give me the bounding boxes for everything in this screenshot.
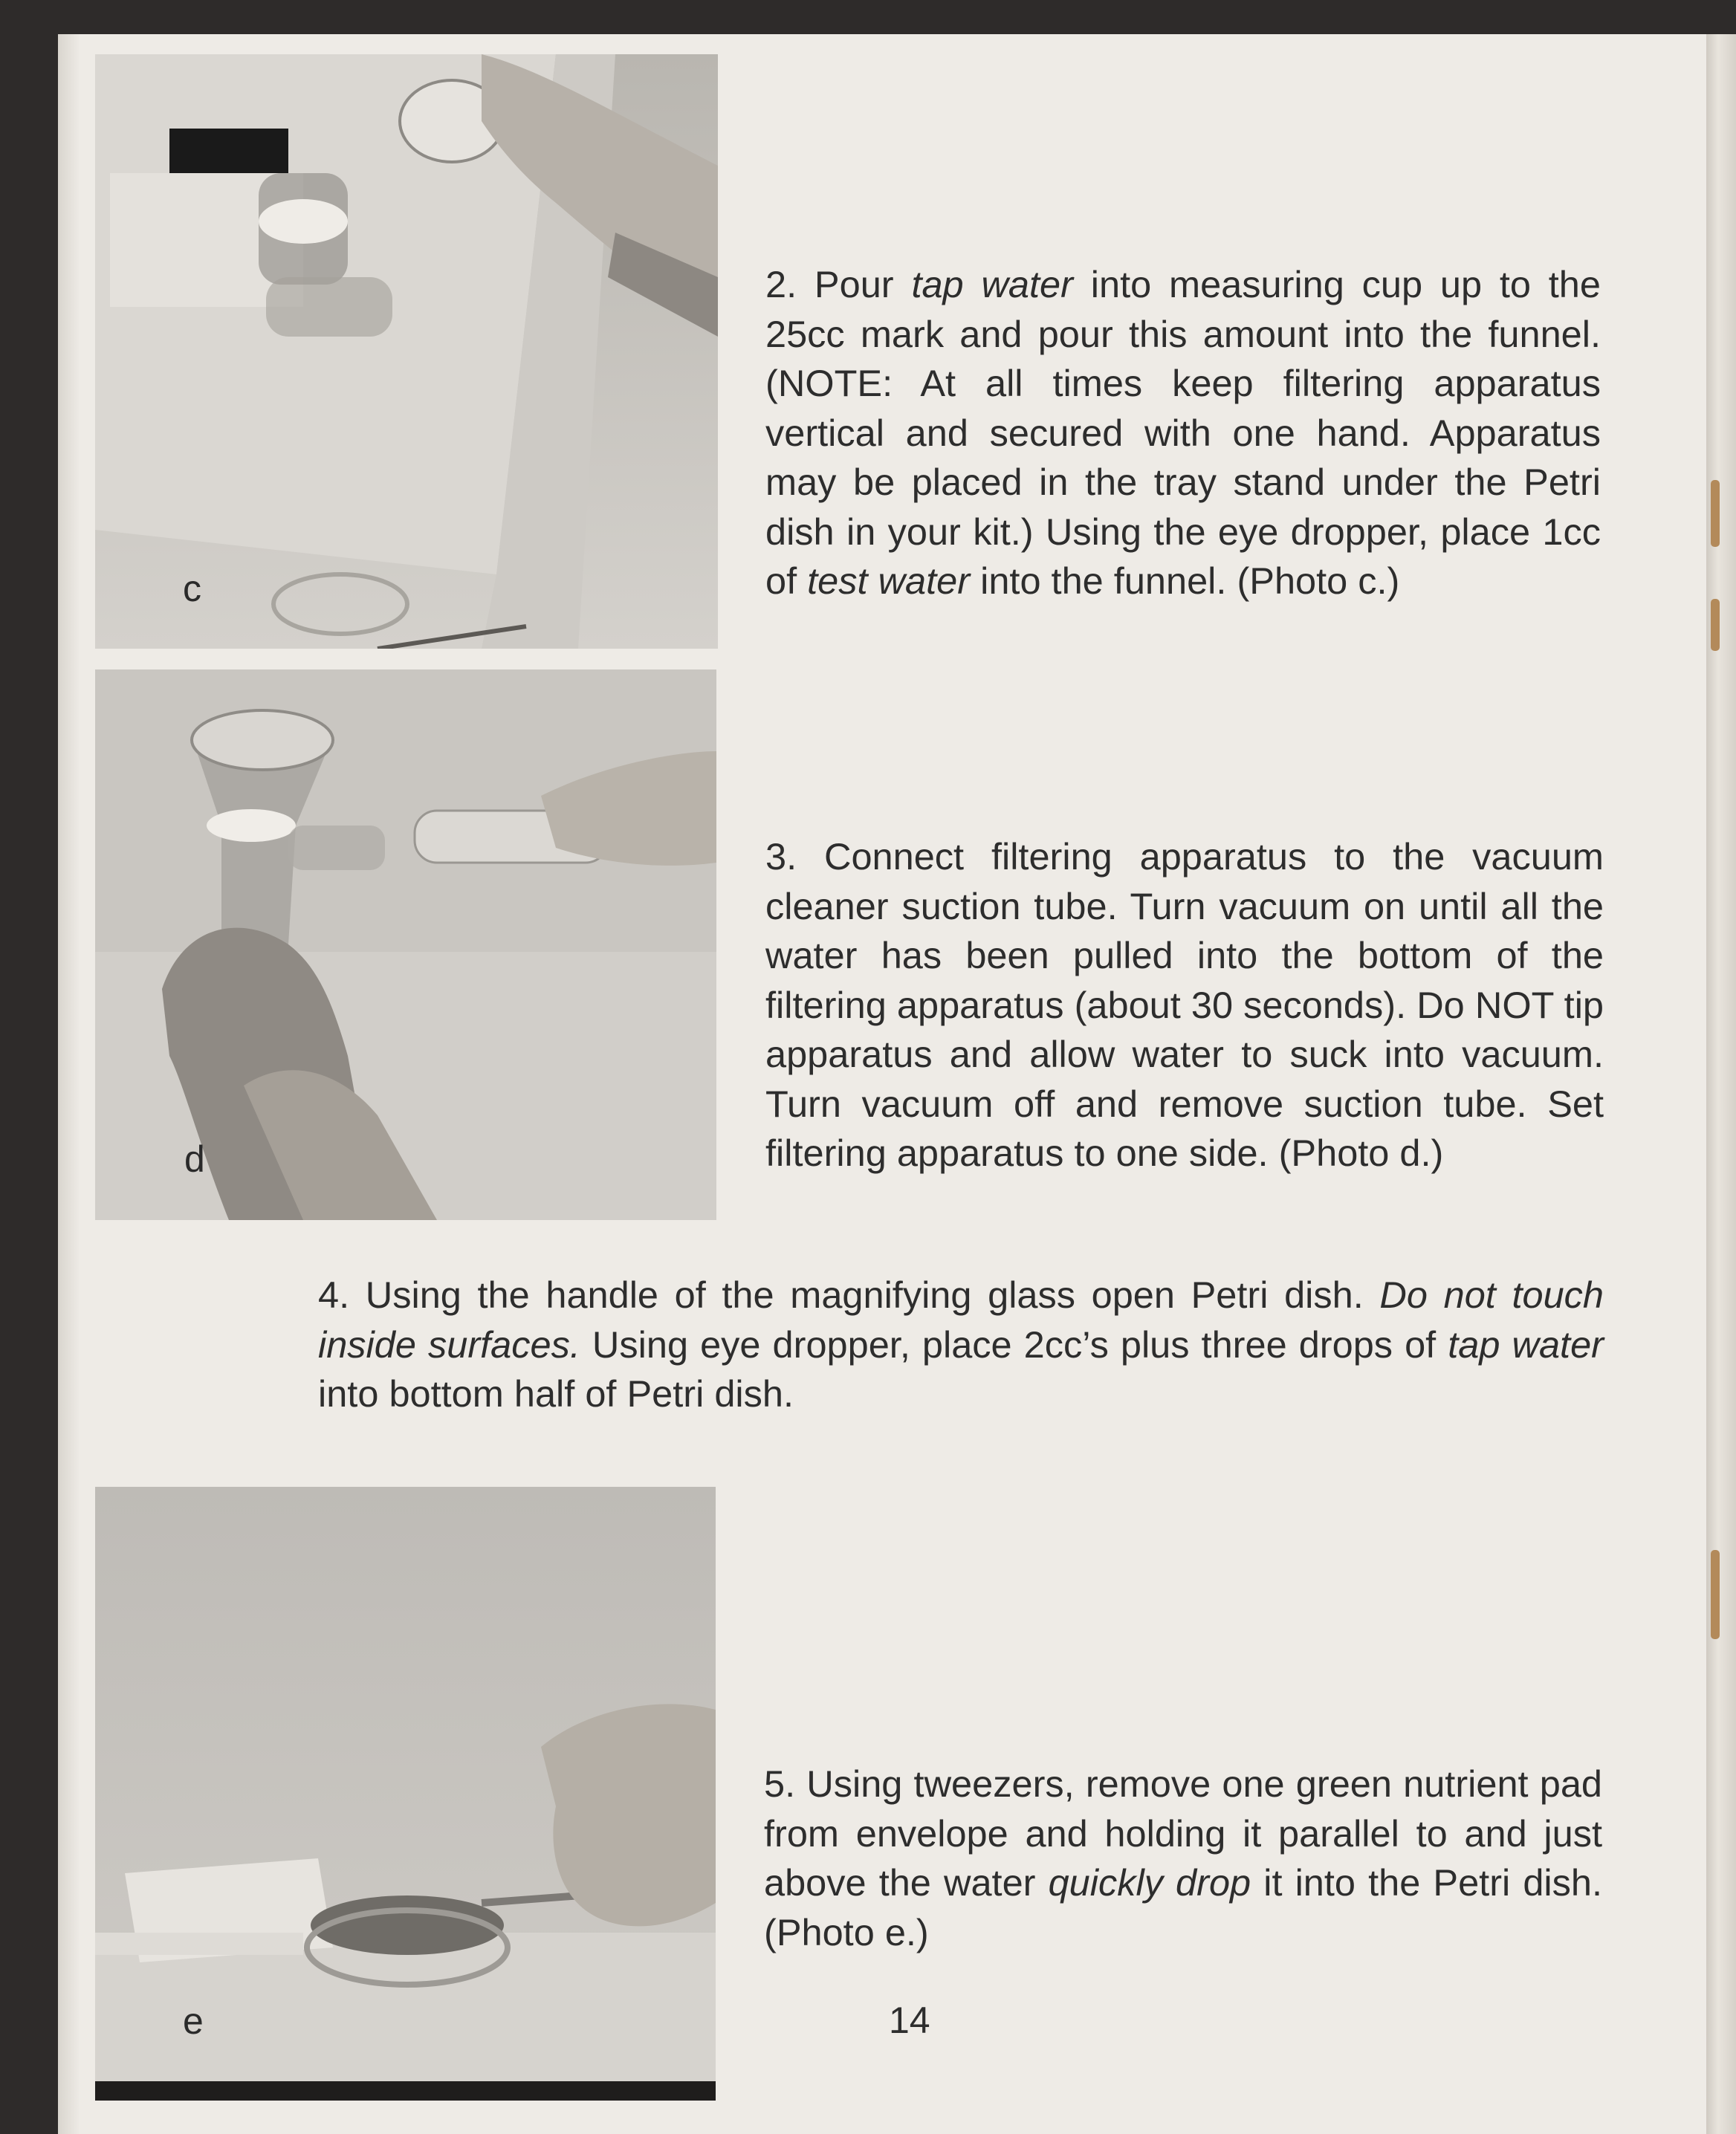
photo-e [95, 1487, 716, 2101]
text-segment: into bottom half of Petri dish. [318, 1372, 794, 1415]
binding [1706, 34, 1736, 2134]
text-segment-italic: test water [807, 560, 971, 602]
photo-label-e: e [183, 2000, 204, 2042]
text-segment: 4. Using the handle of the magnifying glass open Petri dish. [318, 1274, 1380, 1316]
photo-label-d: d [184, 1138, 205, 1180]
photo-label-c: c [183, 568, 201, 609]
step-2-text [765, 260, 1601, 606]
step-5-text [764, 1760, 1602, 1957]
page-edge [58, 34, 80, 2134]
text-segment: 2. Pour [765, 263, 912, 305]
text-segment-italic: Do not touch inside surfaces. [318, 1274, 1604, 1366]
text-segment: 3. Connect filtering apparatus to the vacuum cleaner suction tube. Turn vacuum on until all the water has been pulled into the bottom of the filtering apparatus (about 30 seconds). Do NOT tip apparatus and allow water to suck into vacuum. Turn vacuum off and remove suction tube. Set filtering apparatus to one side. (Photo d.) [765, 835, 1604, 1174]
text-segment: into the funnel. (Photo c.) [970, 560, 1400, 602]
text-segment: Using eye dropper, place 2cc’s plus three drops of [580, 1323, 1448, 1366]
photo-d [95, 669, 716, 1220]
text-segment-italic: tap water [1448, 1323, 1604, 1366]
text-segment-italic: quickly drop [1048, 1861, 1251, 1904]
text-segment: 5. Using tweezers, remove one green nutrient pad from envelope and holding it parallel to and just above the water [764, 1762, 1602, 1904]
page-number: 14 [889, 2000, 930, 2041]
text-segment-italic: tap water [911, 263, 1073, 305]
step-4-text [318, 1271, 1604, 1419]
step-3-text [765, 832, 1604, 1178]
text-segment: it into the Petri dish. (Photo e.) [764, 1861, 1602, 1953]
photo-c [95, 54, 718, 649]
text-segment: into measuring cup up to the 25cc mark and pour this amount into the funnel. (NOTE: At all times keep filtering apparatus vertical and secured with one hand. Apparatus may be placed in the tray stand under the Petri dish in your kit.) Using the eye dropper, place 1cc of [765, 263, 1601, 602]
